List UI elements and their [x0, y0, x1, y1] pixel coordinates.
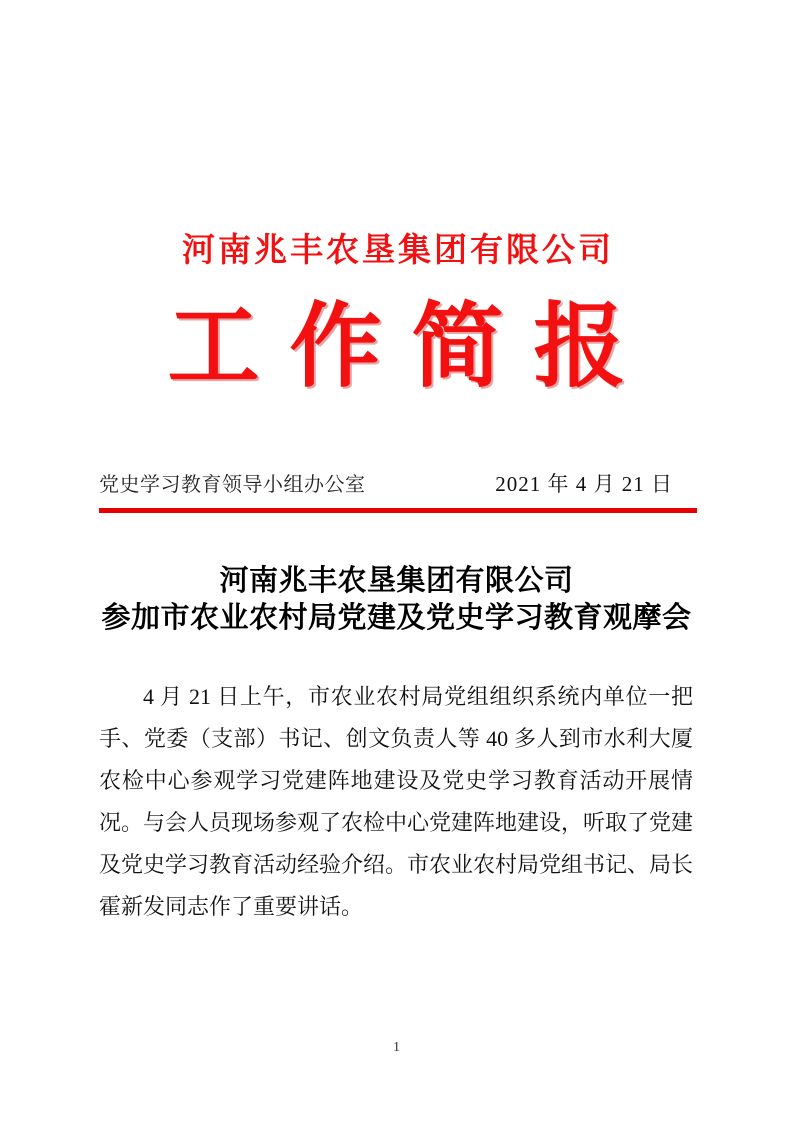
issuer-office: 党史学习教育领导小组办公室 — [99, 474, 366, 496]
org-title: 河南兆丰农垦集团有限公司 — [182, 233, 614, 269]
page-number: 1 — [393, 1040, 400, 1055]
masthead-title: 工作简报 — [167, 296, 656, 398]
meta-row — [99, 468, 695, 498]
article-title-line2: 参加市农业农村局党建及党史学习教育观摩会 — [101, 602, 692, 634]
article-title-line1: 河南兆丰农垦集团有限公司 — [219, 565, 574, 597]
article-title — [0, 563, 793, 637]
divider-rule — [99, 508, 697, 513]
issue-date: 2021 年 4 月 21 日 — [495, 472, 673, 496]
article-body: 4 月 21 日上午，市农业农村局党组组织系统内单位一把手、党委（支部）书记、创文负责人等 40 多人到市水利大厦农检中心参观学习党建阵地建设及党史学习教育活动开展情况。与会人员现场参观了农检中心党建阵地建设，听取了党建及党史学习教育活动经验介绍。市农业农村局党组书记、局长霍新发同志作了重要讲话。 — [99, 684, 694, 919]
